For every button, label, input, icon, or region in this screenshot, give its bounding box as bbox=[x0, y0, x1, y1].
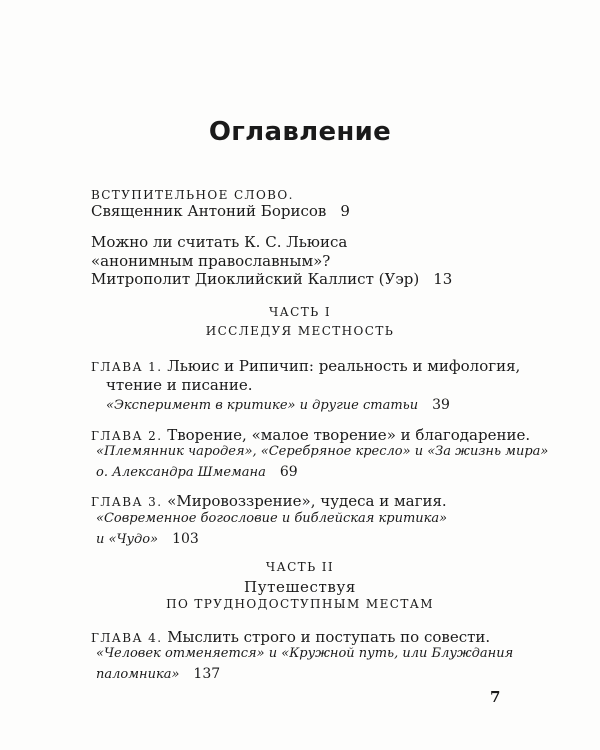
chapter2-heading bbox=[91, 426, 530, 444]
chapter4-works-line-2 bbox=[96, 663, 220, 682]
chapter4-page: 137 bbox=[193, 666, 221, 682]
essay-title-line-2: «анонимным православным»? bbox=[91, 252, 331, 270]
part1-label: ЧАСТЬ I bbox=[269, 305, 331, 319]
chapter1-heading bbox=[91, 357, 520, 375]
chapter4-label: ГЛАВА 4. bbox=[91, 631, 163, 645]
essay-author-line bbox=[91, 270, 452, 288]
chapter2-works-line-2 bbox=[96, 461, 298, 480]
essay-page: 13 bbox=[433, 270, 453, 288]
intro-page: 9 bbox=[340, 202, 350, 220]
part1-subtitle: ИССЛЕДУЯ МЕСТНОСТЬ bbox=[205, 324, 395, 338]
chapter2-works-line-1: «Племянник чародея», «Серебряное кресло» и «За жизнь мира» bbox=[96, 444, 549, 459]
part2-subtitle-line-1: Путешествуя bbox=[244, 578, 356, 596]
part2-subtitle-line-2: ПО ТРУДНОДОСТУПНЫМ МЕСТАМ bbox=[166, 597, 434, 611]
chapter2-title: Творение, «малое творение» и благодарение. bbox=[167, 426, 531, 444]
intro-label: ВСТУПИТЕЛЬНОЕ СЛОВО. bbox=[91, 188, 294, 202]
chapter4-works-continued: паломника» bbox=[96, 667, 180, 682]
intro-entry bbox=[91, 184, 294, 203]
chapter1-label: ГЛАВА 1. bbox=[91, 360, 163, 374]
chapter2-page: 69 bbox=[279, 464, 298, 480]
page-number: 7 bbox=[490, 688, 501, 706]
chapter4-heading bbox=[91, 628, 490, 646]
chapter1-works-line bbox=[106, 394, 450, 413]
essay-author: Митрополит Диоклийский Каллист (Уэр) bbox=[91, 270, 420, 288]
essay-title-line-1: Можно ли считать К. С. Льюиса bbox=[91, 233, 348, 251]
chapter3-works-line-1: «Современное богословие и библейская критика» bbox=[96, 511, 448, 526]
chapter1-title-line-2: чтение и писание. bbox=[106, 376, 253, 394]
chapter1-works: «Эксперимент в критике» и другие статьи bbox=[106, 398, 419, 413]
chapter3-works-line-2 bbox=[96, 528, 199, 547]
chapter3-works-continued: и «Чудо» bbox=[96, 532, 159, 547]
chapter1-page: 39 bbox=[432, 397, 450, 413]
chapter3-label: ГЛАВА 3. bbox=[91, 495, 163, 509]
chapter3-title: «Мировоззрение», чудеса и магия. bbox=[167, 492, 447, 510]
intro-author-line bbox=[91, 202, 350, 220]
part2-label: ЧАСТЬ II bbox=[265, 560, 335, 574]
page-title: Оглавление bbox=[208, 117, 392, 147]
chapter2-label: ГЛАВА 2. bbox=[91, 429, 163, 443]
chapter2-works-continued: о. Александра Шмемана bbox=[96, 465, 266, 480]
chapter3-heading bbox=[91, 492, 447, 510]
chapter4-title: Мыслить строго и поступать по совести. bbox=[167, 628, 491, 646]
chapter3-page: 103 bbox=[172, 531, 199, 547]
chapter4-works-line-1: «Человек отменяется» и «Кружной путь, или Блуждания bbox=[96, 646, 514, 661]
intro-author: Священник Антоний Борисов bbox=[91, 202, 327, 220]
chapter1-title-line-1: Льюис и Рипичип: реальность и мифология, bbox=[167, 357, 521, 375]
